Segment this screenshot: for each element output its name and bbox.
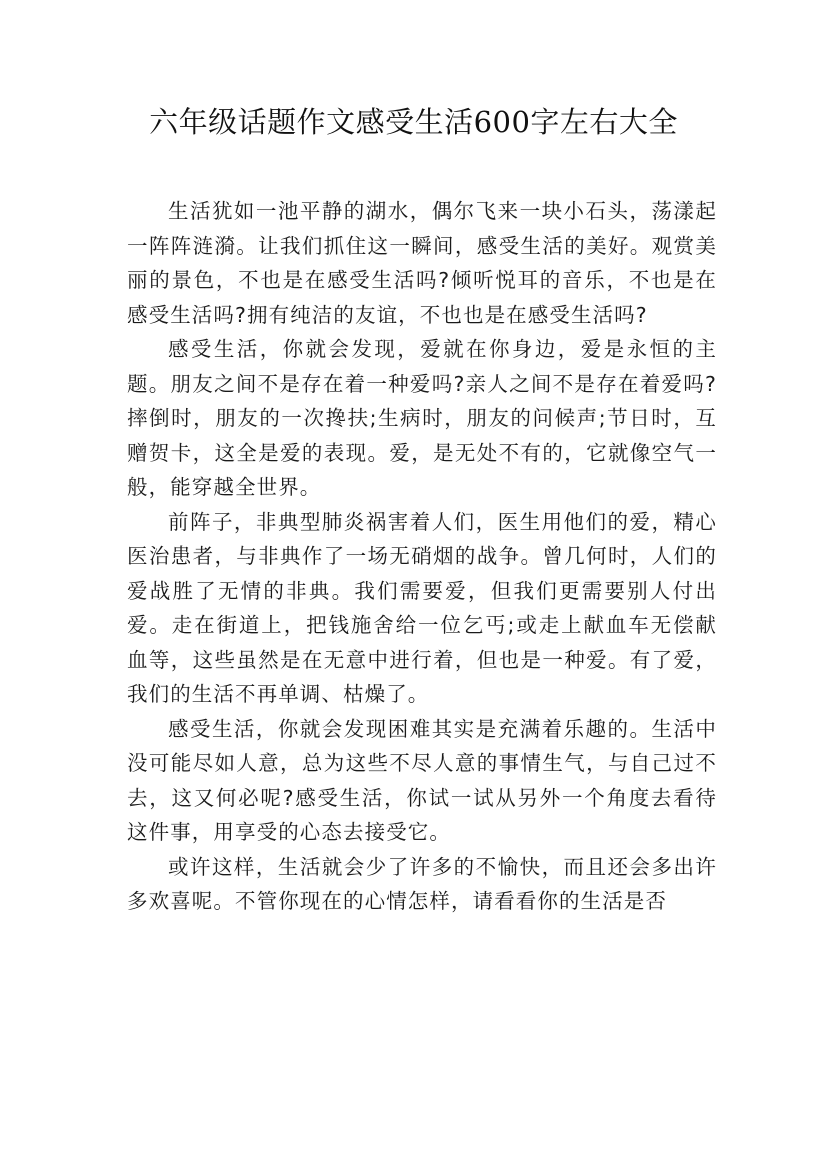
paragraph: 生活犹如一池平静的湖水，偶尔飞来一块小石头，荡漾起一阵阵涟漪。让我们抓住这一瞬间，感受生活的美好。观赏美丽的景色，不也是在感受生活吗?倾听悦耳的音乐，不也是在感受生活吗?拥有纯洁的友谊，不也也是在感受生活吗?	[127, 199, 717, 327]
paragraph: 或许这样，生活就会少了许多的不愉快，而且还会多出许多欢喜呢。不管你现在的心情怎样，请看看你的生活是否	[127, 854, 717, 913]
document-body	[127, 194, 717, 919]
paragraph: 感受生活，你就会发现，爱就在你身边，爱是永恒的主题。朋友之间不是存在着一种爱吗?亲人之间不是存在着爱吗?摔倒时，朋友的一次搀扶;生病时，朋友的问候声;节日时，互赠贺卡，这全是爱的表现。爱，是无处不有的，它就像空气一般，能穿越全世界。	[127, 337, 717, 499]
paragraph: 前阵子，非典型肺炎祸害着人们，医生用他们的爱，精心医治患者，与非典作了一场无硝烟的战争。曾几何时，人们的爱战胜了无情的非典。我们需要爱，但我们更需要别人付出爱。走在街道上，把钱施舍给一位乞丐;或走上献血车无偿献血等，这些虽然是在无意中进行着，但也是一种爱。有了爱，我们的生活不再单调、枯燥了。	[127, 509, 717, 706]
paragraph: 感受生活，你就会发现困难其实是充满着乐趣的。生活中没可能尽如人意，总为这些不尽人意的事情生气，与自己过不去，这又何必呢?感受生活，你试一试从另外一个角度去看待这件事，用享受的心态去接受它。	[127, 716, 717, 844]
document-title: 六年级话题作文感受生活600字左右大全	[149, 105, 678, 139]
